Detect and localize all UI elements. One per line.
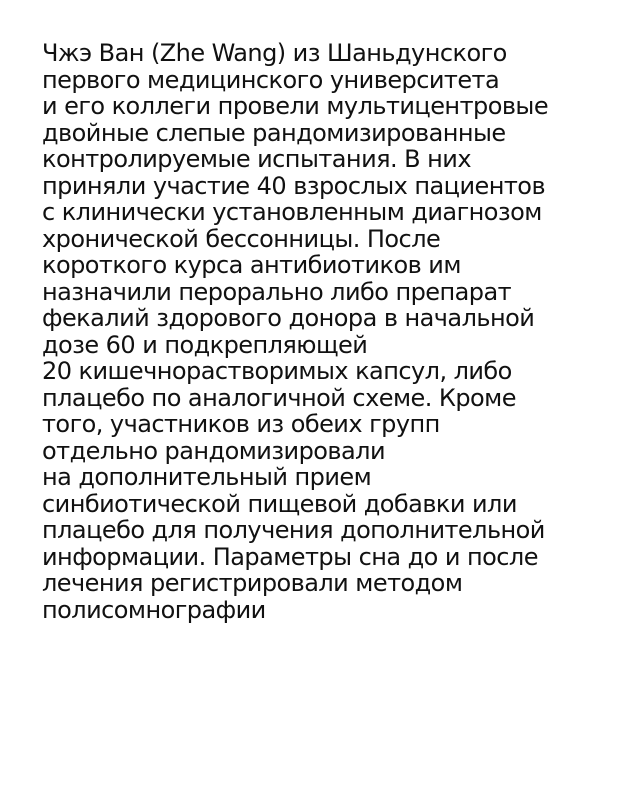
text-line-8: хронической бессонницы. После: [42, 224, 441, 253]
text-line-18: синбиотической пищевой добавки или: [42, 489, 517, 518]
text-line-19: плацебо для получения дополнительной: [42, 516, 545, 544]
text-line-12: дозе 60 и подкрепляющей: [42, 330, 368, 359]
text-line-21: лечения регистрировали методом: [42, 569, 463, 597]
text-line-6: приняли участие 40 взрослых пациентов: [42, 171, 546, 200]
text-line-2: первого медицинского университета: [42, 65, 500, 94]
text-line-5: контролируемые испытания. В них: [42, 145, 472, 173]
text-line-22: полисомнографии: [42, 595, 266, 624]
text-line-9: короткого курса антибиотиков им: [42, 251, 461, 279]
text-line-13: 20 кишечнорастворимых капсул, либо: [42, 357, 512, 385]
text-line-14: плацебо по аналогичной схеме. Кроме: [42, 383, 516, 412]
text-line-15: того, участников из обеих групп: [42, 410, 440, 438]
article-paragraph: [42, 40, 622, 623]
text-line-17: на дополнительный прием: [42, 463, 372, 491]
text-line-4: двойные слепые рандомизированные: [42, 118, 506, 147]
text-line-11: фекалий здорового донора в начальной: [42, 304, 535, 332]
text-line-3: и его коллеги провели мультицентровые: [42, 92, 549, 120]
text-line-20: информации. Параметры сна до и после: [42, 542, 538, 571]
text-line-7: с клинически установленным диагнозом: [42, 198, 542, 226]
text-line-16: отдельно рандомизировали: [42, 436, 385, 465]
text-line-10: назначили перорально либо препарат: [42, 277, 512, 306]
text-line-1: Чжэ Ван (Zhe Wang) из Шаньдунского: [42, 39, 507, 67]
